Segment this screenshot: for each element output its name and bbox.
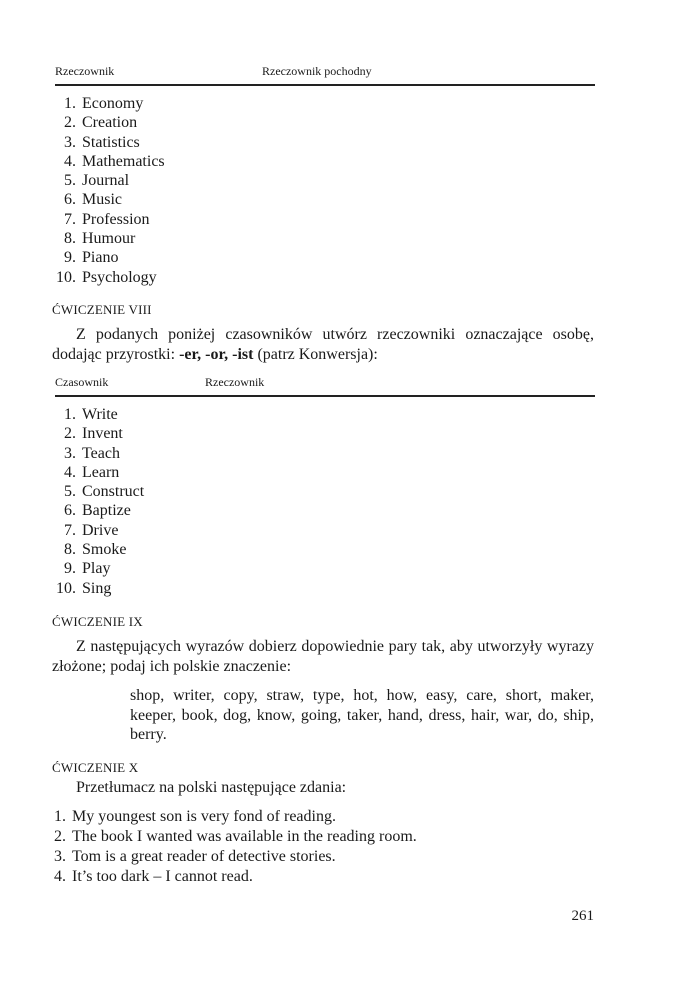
list-item: 9. Piano [64, 249, 119, 267]
table1-rule [55, 84, 595, 86]
list-item: 3. Statistics [64, 133, 140, 151]
list-item: 3. Tom is a great reader of detective stories. [54, 848, 336, 865]
exercise-8-title: ĆWICZENIE VIII [52, 302, 152, 317]
list-item: 5. Construct [64, 483, 145, 501]
verb-list [52, 405, 144, 598]
list-item: 7. Drive [64, 521, 119, 539]
exercise-8-instruction: Z podanych poniżej czasowników utwórz rzeczowniki oznaczające osobę, dodając przyrostki: -er, -or, -ist (patrz Konwersja): [52, 326, 594, 363]
list-item: 1. Economy [64, 95, 144, 112]
list-item: 1. Write [64, 406, 118, 423]
list-item: 4. Mathematics [64, 152, 165, 170]
exercise-9-instruction: Z następujących wyrazów dobierz dopowiednie pary tak, aby utworzyły wyrazy złożone; podaj ich polskie znaczenie: [52, 638, 594, 675]
column-header-noun: Rzeczownik [205, 375, 265, 389]
list-item: 9. Play [64, 560, 111, 578]
list-item: 10. Sing [56, 579, 112, 597]
list-item: 2. Creation [64, 114, 138, 132]
list-item: 4. Learn [64, 463, 120, 481]
noun-list [52, 94, 165, 287]
list-item: 6. Music [64, 191, 122, 209]
page-number: 261 [571, 908, 594, 924]
sentence-list [52, 807, 417, 887]
column-header-derived-noun: Rzeczownik pochodny [262, 64, 372, 78]
exercise-10-title: ĆWICZENIE X [52, 760, 139, 775]
list-item: 5. Journal [64, 172, 130, 190]
exercise-10-instruction: Przetłumacz na polski następujące zdania: [76, 779, 347, 796]
exercise-9-word-list: shop, writer, copy, straw, type, hot, how, easy, care, short, maker, keeper, book, dog, know, going, taker, hand, dress, hair, war, do, ship, berry. [130, 687, 594, 743]
list-item: 8. Smoke [64, 541, 127, 559]
list-item: 2. The book I wanted was available in the reading room. [54, 828, 417, 845]
column-header-verb: Czasownik [55, 375, 109, 389]
table2-rule [55, 395, 595, 397]
column-header-noun: Rzeczownik [55, 64, 115, 78]
list-item: 6. Baptize [64, 502, 131, 520]
list-item: 2. Invent [64, 425, 123, 443]
list-item: 3. Teach [64, 444, 120, 462]
list-item: 1. My youngest son is very fond of reading. [54, 808, 336, 825]
list-item: 7. Profession [64, 210, 150, 228]
list-item: 4. It’s too dark – I cannot read. [54, 868, 253, 885]
exercise-9-title: ĆWICZENIE IX [52, 614, 143, 629]
list-item: 10. Psychology [56, 268, 157, 286]
list-item: 8. Humour [64, 230, 136, 248]
